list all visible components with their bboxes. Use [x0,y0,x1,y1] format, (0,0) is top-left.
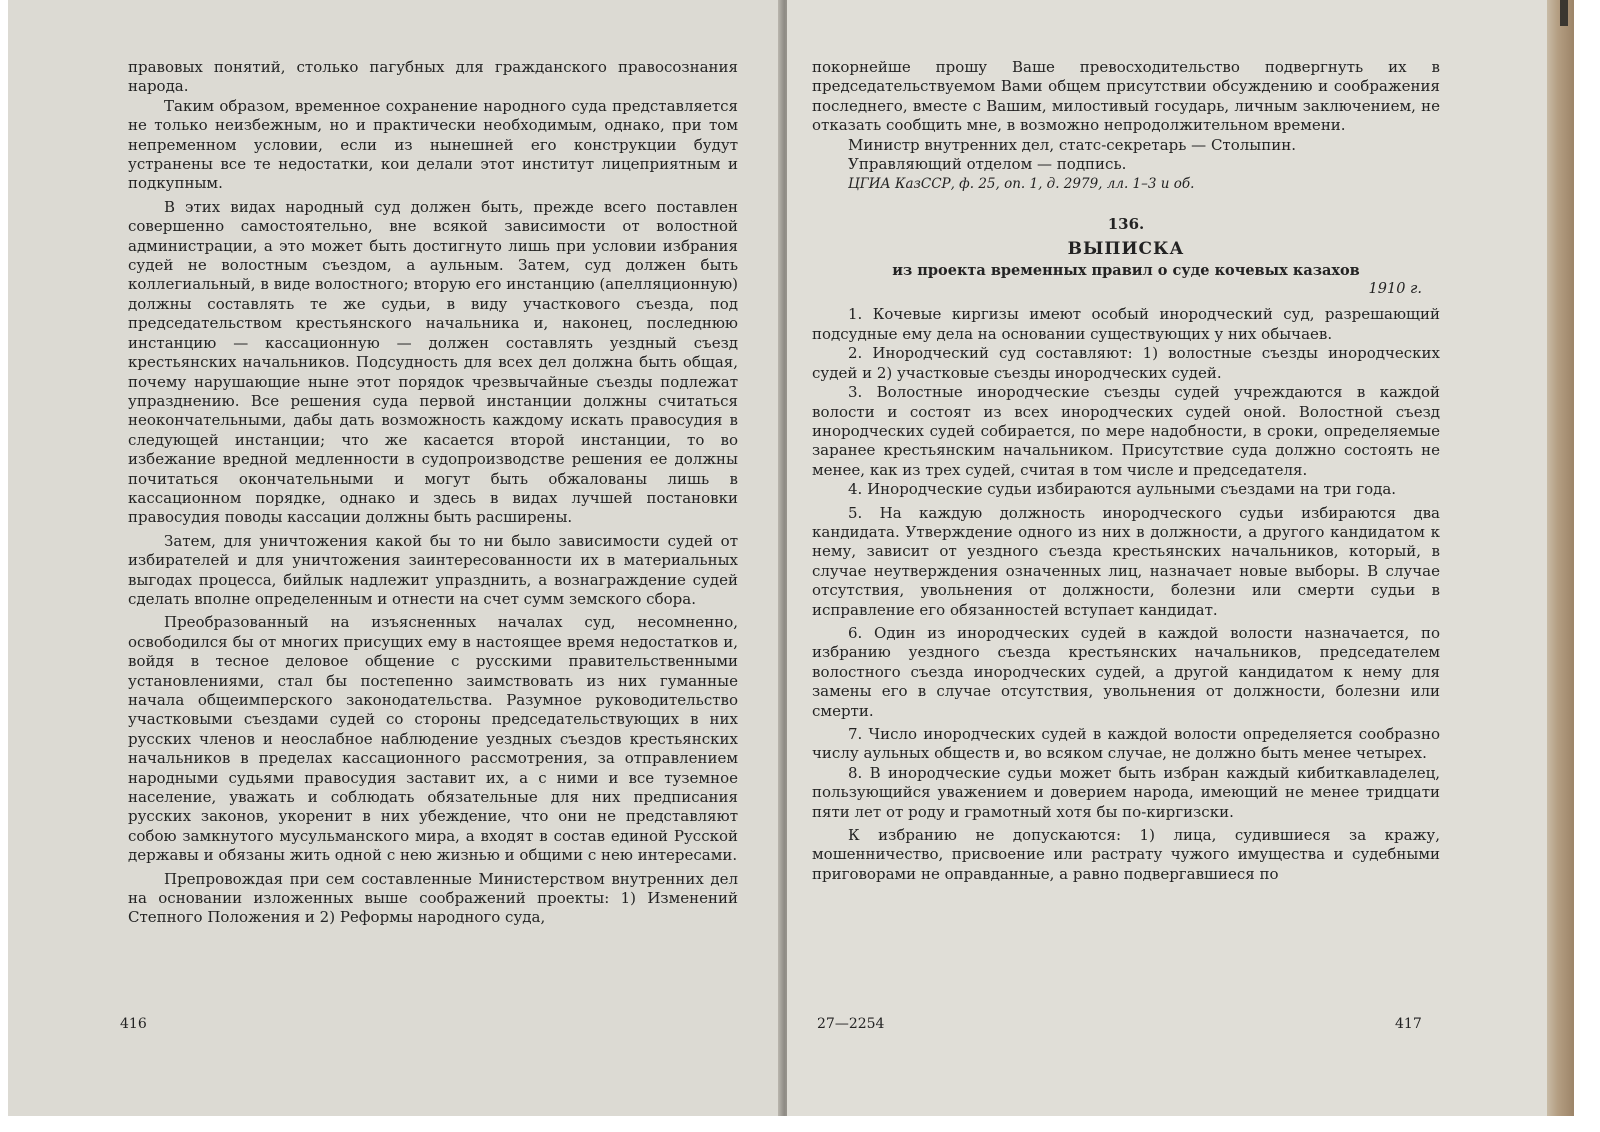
document-title: ВЫПИСКА [1067,239,1185,260]
page-edge [1547,0,1574,1116]
paragraph: Преобразованный на изъясненных началах суд, несомненно, освободился бы от многих присущих ему в настоящее время недостатков и, войдя в тесное деловое общение с русскими правительственными установлениями, стал бы постепенно заимствовать из них гуманные начала общеимперского законодательства. Разумное руководительство участковыми съездами судей со стороны председательствующих в них русских членов и неослабное наблюдение уездных съездов крестьянских начальников в пределах кассационного рассмотрения, за отправлением народными судьями правосудия заставит их, а с ними и все туземное население, уважать и соблюдать обязательные для них предписания русских законов, укоренит в них убеждение, что они не представляют собою замкнутого мусульманского мира, а входят в состав единой Русской державы и обязаны жить одной с нею жизнью и общими с нею интересами. [128,613,738,865]
paragraph: Таким образом, временное сохранение народного суда представляется не только неизбежным, но и практически необходимым, однако, при том непременном условии, если из нынешней его конструкции будут устранены все те недостатки, кои делали этот институт лицеприятным и подкупным. [128,96,738,193]
document-date: 1910 г. [1368,281,1422,298]
archive-reference: ЦГИА КазССР, ф. 25, оп. 1, д. 2979, лл. 1–3 и об. [848,176,1195,193]
page-number-right: 417 [1395,1016,1422,1032]
paragraph: правовых понятий, столько пагубных для гражданского правосознания народа. [128,58,738,96]
left-page-text [128,58,738,928]
document-subtitle: из проекта временных правил о суде кочевых казахов [892,261,1360,279]
right-page [787,0,1547,1116]
clause: 7. Число инородческих судей в каждой волости определяется сообразно числу аульных обществ и, во всяком случае, не должно быть менее четырех. [812,725,1440,763]
clause: 6. Один из инородческих судей в каждой волости назначается, по избранию уездного съезда крестьянских начальников, председателем волостного съезда инородческих судей, а другой кандидатом к нему для замены его в случае отсутствия, увольнения от должности, болезни или смерти. [812,623,1440,720]
clause: К избранию не допускаются: 1) лица, судившиеся за кражу, мошенничество, присвоение или растрату чужого имущества и судебными приговорами не оправданные, а равно подвергавшиеся по [812,826,1440,883]
document-number: 136. [1107,214,1145,233]
clause: 1. Кочевые киргизы имеют особый инородческий суд, разрешающий подсудные ему дела на основании существующих у них обычаев. [812,305,1440,343]
signature-minister: Министр внутренних дел, статс-секретарь — Столыпин. [848,135,1296,154]
page-number-left: 416 [120,1016,147,1032]
clause: 2. Инородческий суд составляют: 1) волостные съезды инородческих судей и 2) участковые съезды инородческих судей. [812,344,1440,382]
paragraph: Затем, для уничтожения какой бы то ни было зависимости судей от избирателей и для уничтожения заинтересованности их в материальных выгодах процесса, бийлык надлежит упразднить, а вознаграждение судей сделать вполне определенным и отнести на счет сумм земского сбора. [128,531,738,608]
signature-department: Управляющий отделом — подпись. [848,155,1127,174]
clause: 3. Волостные инородческие съезды судей учреждаются в каждой волости и состоят из всех инородческих судей оной. Волостной съезд инородческих судей собирается, по мере надобности, в сроки, определяемые заранее крестьянским начальником. Присутствие суда должно состоять не менее, как из трех судей, считая в том числе и председателя. [812,383,1440,479]
left-page [8,0,781,1116]
paragraph: Препровождая при сем составленные Министерством внутренних дел на основании изложенных выше соображений проекты: 1) Изменений Степного Положения и 2) Реформы народного суда, [128,869,738,927]
clause: 4. Инородческие судьи избираются аульными съездами на три года. [848,480,1397,499]
paragraph: В этих видах народный суд должен быть, прежде всего поставлен совершенно самостоятельно, вне всякой зависимости от волостной администрации, а это может быть достигнуто лишь при условии избрания судей не волостным съездом, а аульным. Затем, суд должен быть коллегиальный, в виде волостного; вторую его инстанцию (апелляционную) должны составлять те же судьи, в виду участкового съезда, под председательством крестьянского начальника и, наконец, последнюю инстанцию — кассационную — должен составлять уездный съезд крестьянских начальников. Подсудность для всех дел должна быть общая, почему нарушающие ныне этот порядок чрезвычайные съезды подлежат упразднению. Все решения суда первой инстанции должны считаться неокончательными, дабы дать возможность каждому искать правосудия в следующей инстанции; что же касается второй инстанции, то во избежание вредной медленности в судопроизводстве решения ее должны почитаться окончательными и могут быть обжалованы лишь в кассационном порядке, однако и здесь в видах лучшей постановки правосудия поводы кассации должны быть расширены. [128,197,738,527]
right-page-text [812,58,1440,884]
clause: 8. В инородческие судьи может быть избран каждый кибиткавладелец, пользующийся уважением и доверием народа, имеющий не менее тридцати пяти лет от роду и грамотный хотя бы по-киргизски. [812,763,1440,821]
paragraph: покорнейше прошу Ваше превосходительство подвергнуть их в председательствуемом Вами общем присутствии обсуждению и соображения последнего, вместе с Вашим, милостивый государь, личным заключением, не отказать сообщить мне, в возможно непродолжительном времени. [812,58,1440,135]
printer-signature-mark: 27—2254 [817,1016,885,1032]
book-spread [8,0,1574,1116]
clause: 5. На каждую должность инородческого судьи избираются два кандидата. Утверждение одного из них в должности, а другого кандидатом к нему, зависит от уездного съезда крестьянских начальников, который, в случае неутверждения означенных лиц, назначает новые выборы. В случае отсутствия, увольнения от должности, болезни или смерти судьи в исправление его обязанностей вступает кандидат. [812,503,1440,619]
